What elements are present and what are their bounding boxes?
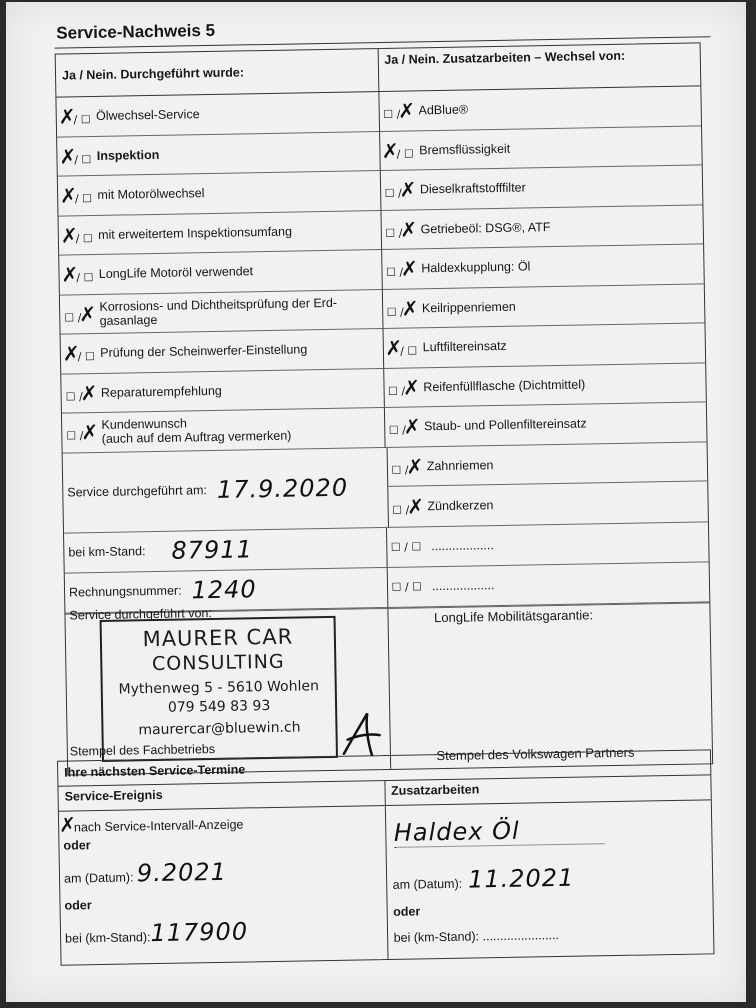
- next-date-value[interactable]: 9.2021: [136, 857, 228, 888]
- right-item-3: ☐ /✗ Dieselkraftstofffilter: [379, 165, 702, 210]
- right-item-11: ☐ /✗ Zündkerzen: [392, 494, 494, 519]
- right-item-13: ☐ / ☐ ..................: [386, 562, 709, 608]
- checkbox-yes-checked[interactable]: ✗/ ☐: [59, 144, 92, 169]
- extra-work-column: [384, 775, 714, 959]
- interval-item: ✗nach Service-Intervall-Anzeige: [58, 812, 244, 837]
- right-stack: [386, 442, 708, 528]
- checkbox-yes-checked[interactable]: ✗/ ☐: [61, 262, 94, 287]
- left-item-4: ✗/ ☐ mit erweitertem Inspektionsumfang: [58, 211, 380, 256]
- right-item-2: ✗/ ☐ Bremsflüssigkeit: [379, 126, 702, 171]
- extra-oder: oder: [393, 904, 421, 919]
- left-item-3: ✗/ ☐ mit Motorölwechsel: [58, 171, 380, 216]
- extra-km-dots[interactable]: ......................: [482, 928, 560, 944]
- stamp-line-5: maurercar@bluewin.ch: [138, 718, 301, 738]
- checkbox-no-checked[interactable]: ☐ /✗: [387, 375, 421, 400]
- workshop-stamp: [100, 615, 338, 761]
- checkbox-yes-checked[interactable]: ✗/ ☐: [58, 104, 91, 129]
- right-item-12: ☐ / ☐ ..................: [385, 522, 708, 568]
- oder-2: oder: [64, 898, 92, 913]
- checkbox-yes-checked[interactable]: ✗/ ☐: [60, 223, 93, 248]
- checkbox-yes-checked[interactable]: ✗/ ☐: [385, 335, 418, 361]
- stamp-line-2: CONSULTING: [151, 650, 285, 675]
- right-item-6: ☐ /✗ Keilrippenriemen: [381, 284, 704, 329]
- left-item-7: ✗/ ☐ Prüfung der Scheinwerfer-Einstellung: [61, 329, 383, 374]
- extra-work-heading: Zusatzarbeiten: [385, 775, 711, 806]
- performed-by-label: Service durchgeführt von:: [69, 605, 213, 623]
- workshop-stamp-label: Stempel des Fachbetriebs: [69, 741, 216, 759]
- service-record-form: [36, 4, 719, 990]
- service-event-heading: Service-Ereignis: [58, 781, 384, 812]
- checkbox-no-checked[interactable]: ☐ /✗: [383, 98, 416, 123]
- left-item-8: ☐ /✗ Reparaturempfehlung: [61, 369, 383, 414]
- extra-work-entry: [394, 815, 604, 848]
- signature-icon: [339, 709, 386, 758]
- stamp-area: [65, 602, 712, 774]
- header-right: Ja / Nein. Zusatzarbeiten – Wechsel von:: [377, 43, 700, 91]
- extra-date: am (Datum): 11.2021: [392, 863, 575, 894]
- stamp-line-3: Mythenweg 5 - 5610 Wohlen: [118, 677, 320, 698]
- checkbox-checked[interactable]: ✗: [58, 812, 77, 837]
- right-item-10: ☐ /✗ Zahnriemen: [387, 442, 707, 487]
- header-left: Ja / Nein. Durchgeführt wurde:: [61, 65, 245, 83]
- checkbox-empty[interactable]: ☐ / ☐: [391, 579, 423, 594]
- checkbox-no-checked[interactable]: ☐ /✗: [384, 177, 417, 202]
- checkbox-no-checked[interactable]: ☐ /✗: [66, 420, 99, 445]
- checkbox-no-checked[interactable]: ☐ /✗: [64, 301, 97, 327]
- vw-stamp-cell: [387, 603, 712, 769]
- right-item-5: ☐ /✗ Haldexkupplung: Öl: [381, 244, 704, 289]
- left-item-6: ☐ /✗ Korrosions- und Dichtheitsprüfung der Erd- gasanlage: [60, 290, 382, 335]
- service-booklet-page: [6, 2, 746, 1002]
- service-table: [55, 42, 713, 775]
- right-item-8: ☐ /✗ Reifenfüllflasche (Dichtmittel): [383, 363, 706, 408]
- table-row: [63, 442, 708, 533]
- extra-km: bei (km-Stand): ......................: [393, 928, 560, 945]
- service-event-column: [58, 781, 387, 965]
- right-item-9: ☐ /✗ Staub- und Pollenfiltereinsatz: [383, 402, 706, 447]
- invoice-cell: Rechnungsnummer: 1240: [65, 567, 387, 613]
- next-km-value[interactable]: 117900: [150, 917, 249, 948]
- checkbox-yes-checked[interactable]: ✗/ ☐: [381, 138, 414, 163]
- next-heading: Ihre nächsten Service-Termine: [58, 750, 710, 786]
- stamp-line-4: 079 549 83 93: [167, 697, 271, 716]
- extra-date-value[interactable]: 11.2021: [467, 863, 575, 894]
- checkbox-yes-checked[interactable]: ✗/ ☐: [62, 341, 95, 366]
- km-cell: bei km-Stand: 87911: [64, 527, 386, 573]
- oder-1: oder: [63, 838, 91, 853]
- checkbox-no-checked[interactable]: ☐ /✗: [386, 296, 419, 321]
- left-item-5: ✗/ ☐ LongLife Motoröl verwendet: [59, 250, 381, 295]
- service-date-cell: Service durchgeführt am: 17.9.2020: [63, 447, 388, 533]
- checkbox-no-checked[interactable]: ☐ /✗: [392, 494, 425, 519]
- checkbox-no-checked[interactable]: ☐ /✗: [388, 414, 421, 439]
- extra-work-value[interactable]: Haldex Öl: [393, 816, 520, 847]
- km-value[interactable]: 87911: [171, 535, 254, 565]
- left-item-2: ✗/ ☐ Inspektion: [57, 132, 379, 177]
- mobility-label: LongLife Mobilitätsgarantie:: [433, 606, 594, 625]
- next-date: am (Datum): 9.2021: [63, 857, 228, 888]
- right-item-7: ✗/ ☐ Luftfiltereinsatz: [382, 323, 705, 368]
- checkbox-no-checked[interactable]: ☐ /✗: [65, 380, 98, 406]
- checkbox-no-checked[interactable]: ☐ /✗: [391, 454, 424, 479]
- workshop-stamp-cell: [65, 605, 389, 774]
- checkbox-no-checked[interactable]: ☐ /✗: [385, 256, 419, 281]
- left-item-9: ☐ /✗ Kundenwunsch (auch auf dem Auftrag vermerken): [62, 408, 384, 453]
- left-item-1: ✗/ ☐ Ölwechsel-Service: [56, 92, 378, 137]
- stamp-line-1: MAURER CAR: [142, 624, 294, 651]
- next-km: bei (km-Stand):117900: [64, 917, 249, 948]
- page-title: Service-Nachweis 5: [56, 20, 216, 43]
- service-date-value[interactable]: 17.9.2020: [216, 473, 349, 504]
- right-item-1: ☐ /✗ AdBlue®: [378, 86, 701, 131]
- right-item-4: ☐ /✗ Getriebeöl: DSG®, ATF: [380, 205, 703, 250]
- checkbox-empty[interactable]: ☐ / ☐: [390, 539, 422, 554]
- invoice-value[interactable]: 1240: [191, 575, 257, 605]
- next-service-box: [57, 749, 714, 965]
- vw-stamp-label: Stempel des Volkswagen Partners: [436, 744, 635, 763]
- next-columns: [58, 775, 713, 964]
- checkbox-yes-checked[interactable]: ✗/ ☐: [59, 183, 93, 208]
- checkbox-no-checked[interactable]: ☐ /✗: [385, 217, 418, 242]
